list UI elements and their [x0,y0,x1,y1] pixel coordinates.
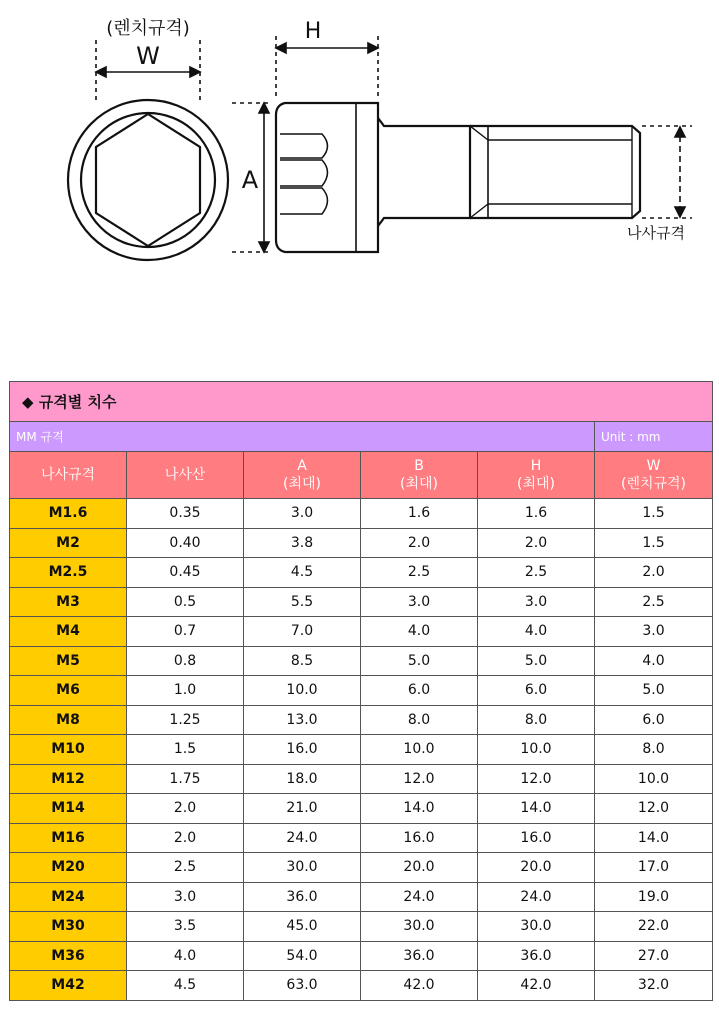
value-cell: 32.0 [595,971,713,1001]
value-cell: 10.0 [478,735,595,765]
value-cell: 3.0 [244,499,361,529]
spec-table-container [9,381,712,1001]
header-row [10,452,713,499]
thread-size-cell: M20 [10,853,127,883]
a-dimension-label: A [241,166,259,194]
thread-size-cell: M5 [10,646,127,676]
thread-spec-label: 나사규격 [627,224,685,242]
value-cell: 2.5 [361,558,478,588]
value-cell: 3.0 [478,587,595,617]
value-cell: 2.0 [127,794,244,824]
value-cell: 1.5 [595,499,713,529]
unit-system-label: MM 규격 [10,422,595,452]
unit-row [10,422,713,452]
value-cell: 30.0 [478,912,595,942]
table-row [10,794,713,824]
value-cell: 18.0 [244,764,361,794]
table-row [10,558,713,588]
thread-size-cell: M2 [10,528,127,558]
unit-label: Unit : mm [595,422,713,452]
value-cell: 1.25 [127,705,244,735]
diamond-bullet-icon: ◆ [22,393,34,411]
value-cell: 27.0 [595,941,713,971]
value-cell: 0.35 [127,499,244,529]
hex-socket-shape [96,114,200,246]
value-cell: 5.5 [244,587,361,617]
table-row [10,587,713,617]
value-cell: 10.0 [244,676,361,706]
thread-size-cell: M2.5 [10,558,127,588]
value-cell: 14.0 [361,794,478,824]
value-cell: 2.0 [595,558,713,588]
table-row [10,882,713,912]
bolt-shank [378,118,470,226]
thread-size-cell: M4 [10,617,127,647]
value-cell: 1.5 [127,735,244,765]
table-row [10,971,713,1001]
table-row [10,646,713,676]
value-cell: 30.0 [361,912,478,942]
bolt-diagram [0,0,719,300]
value-cell: 2.0 [127,823,244,853]
value-cell: 0.5 [127,587,244,617]
value-cell: 8.5 [244,646,361,676]
thread-size-cell: M12 [10,764,127,794]
value-cell: 1.5 [595,528,713,558]
table-row [10,853,713,883]
thread-size-cell: M10 [10,735,127,765]
table-title: 규격별 치수 [38,393,117,411]
value-cell: 63.0 [244,971,361,1001]
value-cell: 22.0 [595,912,713,942]
value-cell: 54.0 [244,941,361,971]
value-cell: 30.0 [244,853,361,883]
wrench-spec-label: (렌치규격) [106,18,190,39]
value-cell: 4.5 [127,971,244,1001]
table-title-row [10,382,713,422]
thread-size-cell: M8 [10,705,127,735]
value-cell: 0.40 [127,528,244,558]
value-cell: 0.7 [127,617,244,647]
thread-size-cell: M1.6 [10,499,127,529]
value-cell: 42.0 [478,971,595,1001]
table-row [10,528,713,558]
value-cell: 2.5 [595,587,713,617]
value-cell: 19.0 [595,882,713,912]
value-cell: 14.0 [478,794,595,824]
value-cell: 3.0 [127,882,244,912]
table-row [10,499,713,529]
value-cell: 3.0 [595,617,713,647]
value-cell: 3.8 [244,528,361,558]
table-row [10,764,713,794]
thread-size-cell: M6 [10,676,127,706]
table-row [10,912,713,942]
value-cell: 4.0 [127,941,244,971]
table-title-cell [10,382,713,422]
value-cell: 6.0 [361,676,478,706]
value-cell: 6.0 [478,676,595,706]
thread-size-cell: M3 [10,587,127,617]
w-dimension-label: W [136,42,160,70]
value-cell: 20.0 [361,853,478,883]
value-cell: 8.0 [361,705,478,735]
value-cell: 36.0 [478,941,595,971]
value-cell: 24.0 [244,823,361,853]
value-cell: 6.0 [595,705,713,735]
value-cell: 12.0 [361,764,478,794]
table-row [10,823,713,853]
value-cell: 1.0 [127,676,244,706]
value-cell: 36.0 [244,882,361,912]
value-cell: 16.0 [361,823,478,853]
value-cell: 16.0 [478,823,595,853]
value-cell: 24.0 [478,882,595,912]
value-cell: 1.75 [127,764,244,794]
value-cell: 8.0 [595,735,713,765]
value-cell: 8.0 [478,705,595,735]
value-cell: 3.0 [361,587,478,617]
header-w: W (렌치규격) [595,452,713,499]
header-thread-size: 나사규격 [10,452,127,499]
thread-size-cell: M24 [10,882,127,912]
table-row [10,941,713,971]
value-cell: 14.0 [595,823,713,853]
value-cell: 5.0 [595,676,713,706]
bolt-head-outer-circle [68,100,228,260]
value-cell: 1.6 [478,499,595,529]
thread-size-cell: M42 [10,971,127,1001]
value-cell: 4.0 [361,617,478,647]
header-a: A (최대) [244,452,361,499]
value-cell: 2.0 [478,528,595,558]
value-cell: 16.0 [244,735,361,765]
value-cell: 12.0 [595,794,713,824]
value-cell: 7.0 [244,617,361,647]
header-b: B (최대) [361,452,478,499]
value-cell: 1.6 [361,499,478,529]
value-cell: 21.0 [244,794,361,824]
table-row [10,735,713,765]
table-row [10,676,713,706]
value-cell: 10.0 [595,764,713,794]
value-cell: 2.5 [127,853,244,883]
table-row [10,705,713,735]
value-cell: 45.0 [244,912,361,942]
value-cell: 4.0 [595,646,713,676]
value-cell: 0.8 [127,646,244,676]
bolt-head-inner-circle [81,113,215,247]
value-cell: 0.45 [127,558,244,588]
thread-size-cell: M14 [10,794,127,824]
value-cell: 12.0 [478,764,595,794]
value-cell: 4.5 [244,558,361,588]
value-cell: 42.0 [361,971,478,1001]
value-cell: 20.0 [478,853,595,883]
table-row [10,617,713,647]
h-dimension-label: H [304,19,322,44]
thread-size-cell: M36 [10,941,127,971]
value-cell: 2.5 [478,558,595,588]
header-h: H (최대) [478,452,595,499]
thread-size-cell: M16 [10,823,127,853]
thread-size-cell: M30 [10,912,127,942]
value-cell: 5.0 [361,646,478,676]
value-cell: 10.0 [361,735,478,765]
value-cell: 24.0 [361,882,478,912]
header-pitch: 나사산 [127,452,244,499]
value-cell: 13.0 [244,705,361,735]
value-cell: 4.0 [478,617,595,647]
value-cell: 2.0 [361,528,478,558]
spec-table [9,381,713,1001]
value-cell: 3.5 [127,912,244,942]
value-cell: 36.0 [361,941,478,971]
value-cell: 5.0 [478,646,595,676]
value-cell: 17.0 [595,853,713,883]
